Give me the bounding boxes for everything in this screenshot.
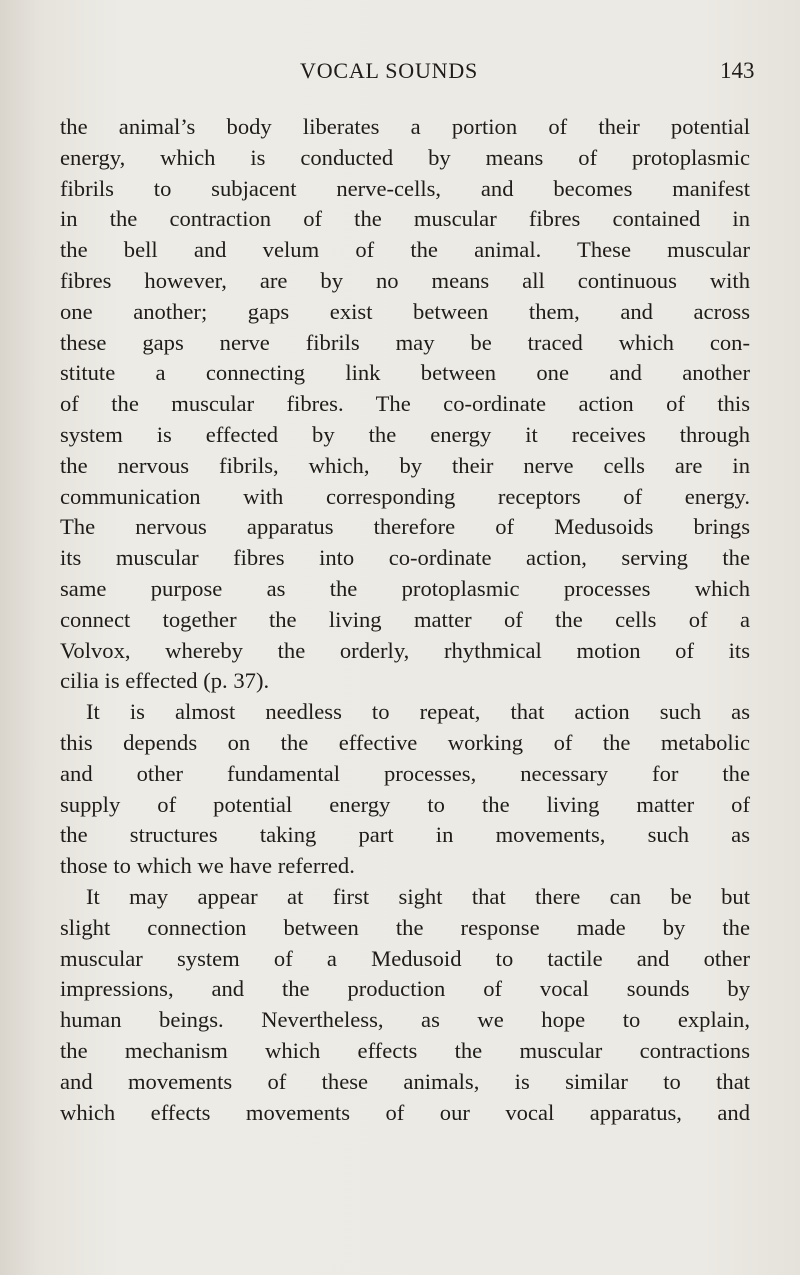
text-line: the nervous fibrils, which, by their nerve cells are in (60, 452, 750, 478)
text-line: same purpose as the protoplasmic processes which (60, 575, 750, 601)
text-line: one another; gaps exist between them, and across (60, 298, 750, 324)
text-line: the bell and velum of the animal. These muscular (60, 237, 750, 263)
running-head (0, 58, 800, 90)
text-line: system is effected by the energy it receives through (60, 421, 750, 447)
text-line: and other fundamental processes, necessary for the (60, 760, 750, 786)
page-number: 143 (720, 58, 755, 83)
text-line: muscular system of a Medusoid to tactile and other (60, 945, 750, 971)
text-line: the mechanism which effects the muscular contractions (60, 1037, 750, 1063)
text-line: It is almost needless to repeat, that action such as (86, 699, 750, 725)
running-title: VOCAL SOUNDS (300, 58, 479, 83)
text-line: slight connection between the response made by the (60, 914, 750, 940)
text-line: supply of potential energy to the living matter of (60, 791, 750, 817)
text-line: human beings. Nevertheless, as we hope to explain, (60, 1007, 750, 1033)
body-text (60, 112, 750, 1128)
text-line: cilia is effected (p. 37). (60, 668, 270, 694)
text-line: Volvox, whereby the orderly, rhythmical motion of its (60, 637, 750, 663)
text-line: which effects movements of our vocal apparatus, and (60, 1099, 750, 1125)
text-line: communication with corresponding receptors of energy. (60, 483, 750, 509)
text-line: its muscular fibres into co-ordinate action, serving the (60, 545, 750, 571)
text-line: and movements of these animals, is similar to that (60, 1068, 750, 1094)
text-line: the animal’s body liberates a portion of their potential (60, 114, 750, 139)
text-line: energy, which is conducted by means of protoplasmic (60, 144, 750, 170)
text-line: connect together the living matter of the cells of a (60, 606, 750, 632)
text-line: fibres however, are by no means all continuous with (60, 267, 750, 293)
text-line: stitute a connecting link between one and another (60, 360, 750, 386)
text-line: The nervous apparatus therefore of Medusoids brings (60, 514, 750, 540)
text-line: this depends on the effective working of the metabolic (60, 729, 750, 755)
text-line: of the muscular fibres. The co-ordinate action of this (60, 391, 750, 417)
text-line: impressions, and the production of vocal sounds by (60, 976, 750, 1002)
text-line: fibrils to subjacent nerve-cells, and becomes manifest (60, 175, 750, 201)
text-line: It may appear at first sight that there can be but (86, 883, 750, 909)
text-line: those to which we have referred. (60, 853, 355, 879)
text-line: these gaps nerve fibrils may be traced which con- (60, 329, 750, 355)
text-line: in the contraction of the muscular fibres contained in (60, 206, 750, 232)
text-line: the structures taking part in movements, such as (60, 822, 750, 848)
